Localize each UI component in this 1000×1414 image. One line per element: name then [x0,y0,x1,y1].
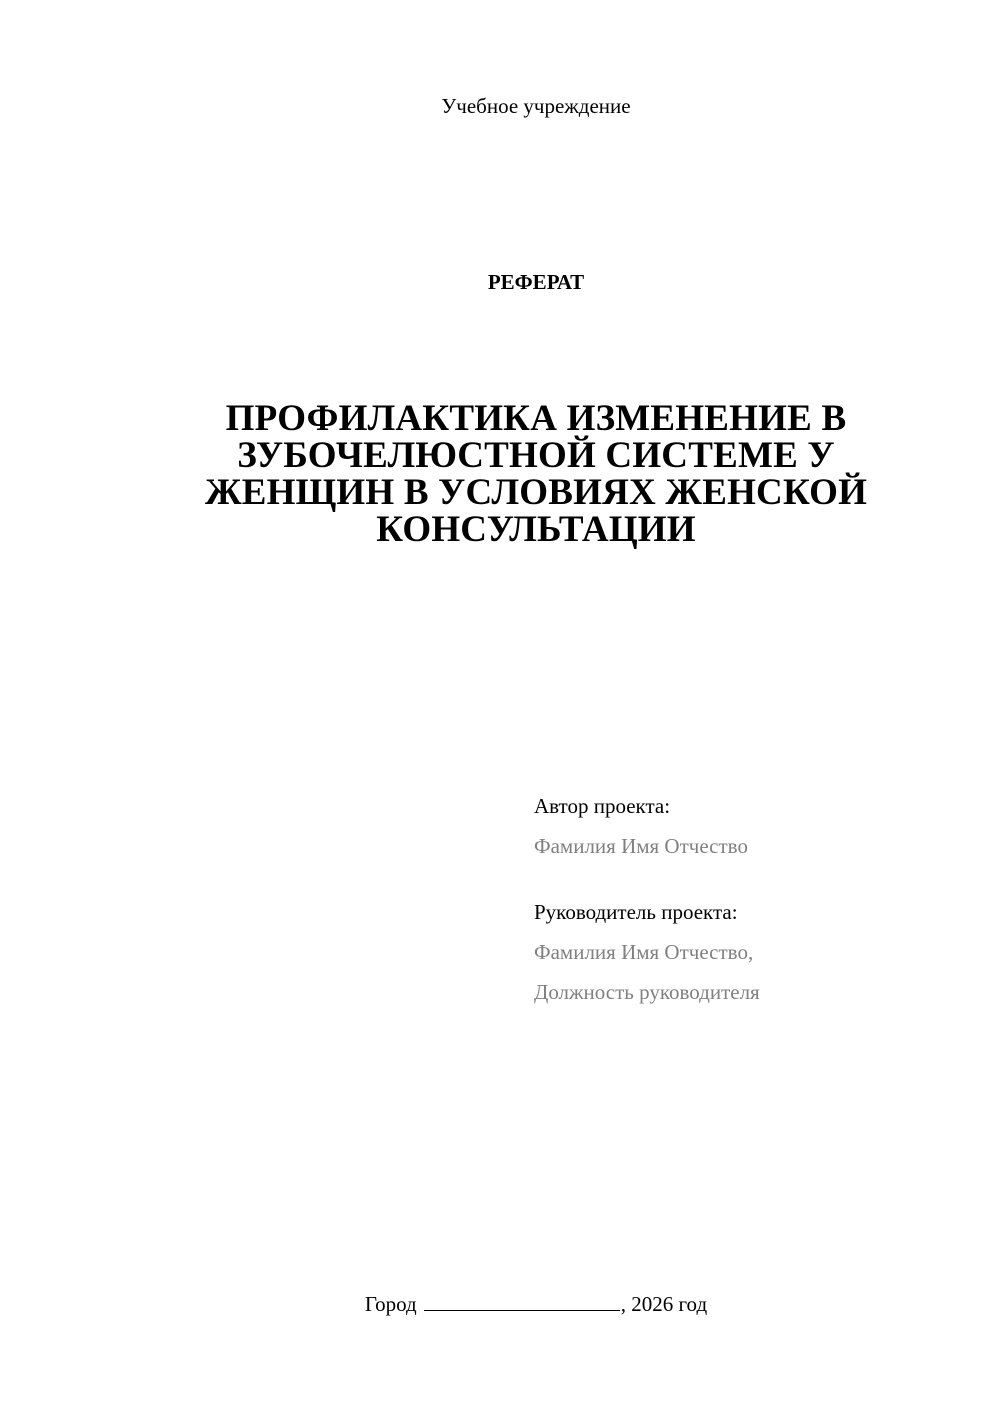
author-block [534,786,974,866]
supervisor-block [534,892,974,1012]
title-line: ПРОФИЛАКТИКА ИЗМЕНЕНИЕ В [225,398,847,439]
author-label: Автор проекта: [534,794,671,818]
supervisor-name: Фамилия Имя Отчество, [534,940,754,964]
supervisor-position: Должность руководителя [534,980,760,1004]
title-line: ЖЕНЩИН В УСЛОВИЯХ ЖЕНСКОЙ [204,472,868,513]
document-type: РЕФЕРАТ [487,270,585,294]
supervisor-label: Руководитель проекта: [534,900,738,924]
institution-name: Учебное учреждение [441,94,631,118]
title-line: КОНСУЛЬТАЦИИ [376,509,696,550]
document-title [150,400,922,548]
footer-city-year [0,1290,1000,1318]
title-line: ЗУБОЧЕЛЮСТНОЙ СИСТЕМЕ У [237,435,835,476]
year-text: , 2026 год [620,1292,708,1316]
city-blank-line [424,1290,620,1311]
author-name: Фамилия Имя Отчество [534,834,748,858]
city-label: Город [364,1292,417,1316]
